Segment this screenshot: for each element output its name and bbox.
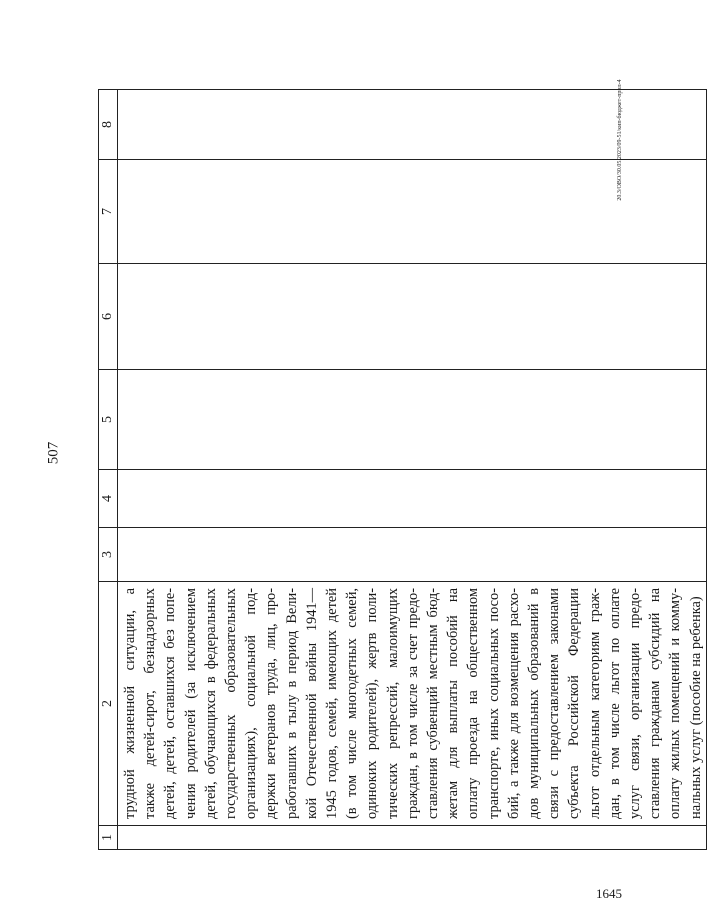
text-line: тических репрессий, малоимущих — [384, 588, 401, 819]
header-col-8: 8 — [99, 90, 118, 160]
text-line: также детей-сирот, безнадзорных — [142, 588, 159, 819]
text-line: ставления субвенций местным бюд- — [425, 588, 442, 819]
text-line: бий, а также для возмещения расхо- — [505, 588, 522, 819]
text-line: оплату проезда на общественном — [465, 588, 482, 819]
text-line: дов муниципальных образований в — [526, 588, 543, 819]
text-line: детей, обучающихся в федеральных — [202, 588, 219, 819]
cell-col-4 — [118, 470, 707, 528]
text-line: дан, в том числе льгот по оплате — [606, 588, 623, 819]
header-col-1: 1 — [99, 826, 118, 850]
text-line: жетам для выплаты пособий на — [445, 588, 462, 819]
text-line: услуг связи, организации предо- — [627, 588, 644, 819]
row-description — [118, 582, 706, 825]
text-line: держки ветеранов труда, лиц, про- — [263, 588, 280, 819]
text-line: детей, детей, оставшихся без попе- — [162, 588, 179, 819]
text-line: граждан, в том числе за счет предо- — [404, 588, 421, 819]
text-line: связи с предоставлением законами — [546, 588, 563, 819]
header-col-3: 3 — [99, 528, 118, 582]
text-line: государственных образовательных — [223, 588, 240, 819]
table-row — [118, 90, 707, 850]
header-col-7: 7 — [99, 160, 118, 264]
cell-col-6 — [118, 264, 707, 370]
text-line: кой Отечественной войны 1941— — [303, 588, 320, 819]
header-col-2: 2 — [99, 582, 118, 826]
text-line: ставления гражданам субсидий на — [647, 588, 664, 819]
header-col-4: 4 — [99, 470, 118, 528]
header-col-6: 6 — [99, 264, 118, 370]
text-line: льгот отдельным категориям граж- — [586, 588, 603, 819]
text-line: субъекта Российской Федерации — [566, 588, 583, 819]
text-line: транспорте, иных социальных посо- — [485, 588, 502, 819]
text-line: трудной жизненной ситуации, а — [122, 588, 138, 819]
text-line: организациях), социальной под- — [243, 588, 260, 819]
cell-col-5 — [118, 370, 707, 470]
header-col-5: 5 — [99, 370, 118, 470]
text-line: работавших в тылу в период Вели- — [283, 588, 300, 819]
cell-col-7 — [118, 160, 707, 264]
cell-col-8 — [118, 90, 707, 160]
text-line: 1945 годов, семей, имеющих детей — [324, 588, 341, 819]
document-code: 20.3/ОВО/30.05.2023/09-51/кип-бюджет-прил-4 — [617, 79, 623, 201]
page-number: 507 — [45, 441, 62, 465]
cell-col-2 — [118, 582, 707, 826]
budget-table — [98, 89, 707, 850]
table-header-row — [99, 90, 118, 850]
text-line: чения родителей (за исключением — [182, 588, 199, 819]
cell-col-3 — [118, 528, 707, 582]
document-number: 1645 — [596, 886, 622, 901]
text-line: (в том числе многодетных семей, — [344, 588, 361, 819]
text-line: нальных услуг (пособие на ребенка) — [687, 596, 704, 819]
cell-col-1 — [118, 826, 707, 850]
text-line: оплату жилых помещений и комму- — [667, 588, 684, 819]
text-line: одиноких родителей), жертв поли- — [364, 588, 381, 819]
